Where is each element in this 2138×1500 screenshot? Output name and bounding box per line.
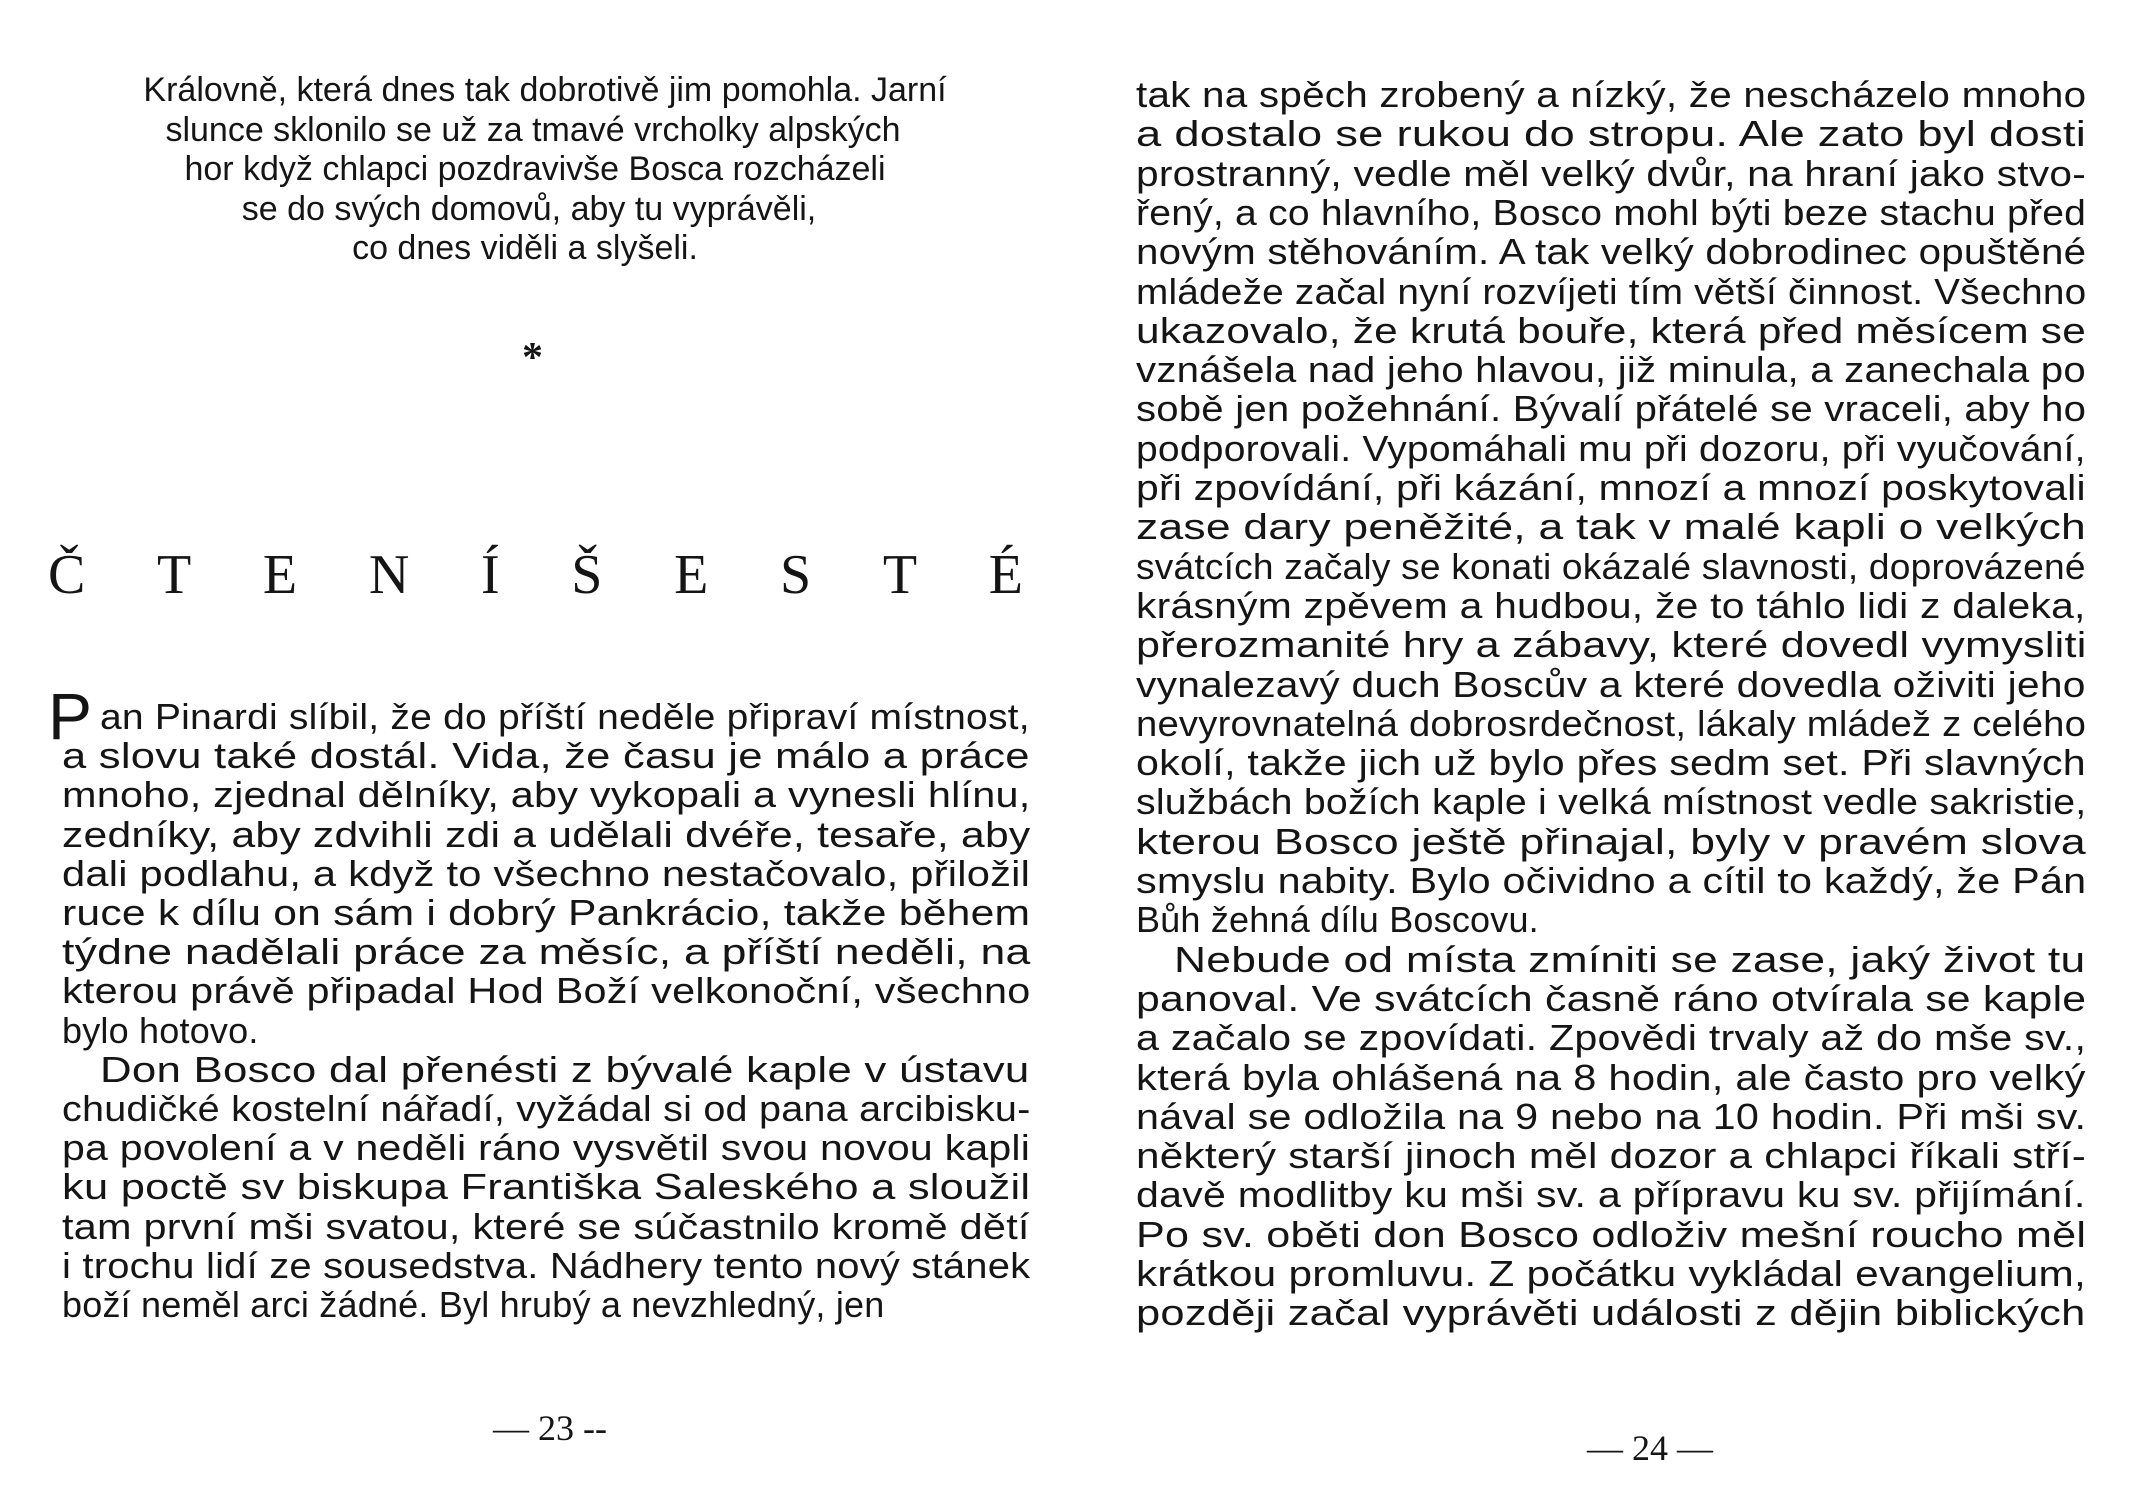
text-line: Bůh žehná dílu Boscovu. [1136, 899, 1539, 941]
heading-letter: E [674, 544, 709, 606]
drop-cap: P [48, 679, 93, 753]
text-line: řený, a co hlavního, Bosco mohl býti beze stachu před [1136, 191, 2087, 233]
heading-letter: Č [48, 544, 86, 606]
text-line: prostranný, vedle měl velký dvůr, na hraní jako stvo- [1136, 152, 2086, 194]
heading-letter: T [882, 544, 918, 606]
text-line: kterou právě připadal Hod Boží velkonoční, všechno [62, 970, 1031, 1012]
text-line: smyslu nabity. Bylo očividno a cítil to každý, že Pán [1136, 860, 2087, 901]
page-number: — 24 — [1587, 1428, 1713, 1468]
text-line: zedníky, aby zdvihli zdi a udělali dvéře, tesaře, aby [62, 813, 1031, 855]
text-line: mnoho, zjednal dělníky, aby vykopali a vynesli hlínu, [62, 774, 1031, 816]
intro-line: slunce sklonilo se už za tmavé vrcholky alpských [165, 110, 901, 149]
text-line: kterou Bosco ještě přinajal, byly v pravém slova [1136, 820, 2086, 862]
text-line: i trochu lidí ze sousedstva. Nádhery tento nový stánek [62, 1244, 1031, 1286]
text-line: zase dary peněžité, a tak v malé kapli o velkých [1136, 506, 2086, 548]
section-separator: * [522, 335, 543, 381]
text-line: přerozmanité hry a zábavy, které dovedl vymysliti [1136, 624, 2087, 666]
text-line: novým stěhováním. A tak velký dobrodinec opuštěné [1136, 231, 2087, 273]
text-line: vznášela nad jeho hlavou, již minula, a zanechala po [1136, 349, 2086, 391]
text-line: týdne nadělali práce za měsíc, a příští neděli, na [62, 931, 1031, 973]
text-line: panoval. Ve svátcích časně ráno otvírala se kaple [1136, 977, 2087, 1019]
text-line: některý starší jinoch měl dozor a chlapci říkali stří- [1136, 1135, 2087, 1177]
text-line: mládeže začal nyní rozvíjeti tím větší činnost. Všechno [1136, 270, 2087, 312]
heading-letter: S [779, 544, 812, 606]
text-line: tak na spěch zrobený a nízký, že nescházelo mnoho [1136, 74, 2087, 115]
text-line: vynalezavý duch Boscův a které dovedla oživiti jeho [1136, 663, 2086, 705]
heading-letter: É [988, 544, 1023, 606]
heading-letter: Í [480, 544, 500, 606]
text-line: krásným zpěvem a hudbou, že to táhlo lidi z daleka, [1136, 584, 2086, 626]
text-line: službách božích kaple i velká místnost vedle sakristie, [1136, 781, 2087, 823]
text-line: okolí, takže jich už bylo přes sedm set. Při slavných [1136, 742, 2086, 784]
intro-line: se do svých domovů, aby tu vyprávěli, [241, 189, 817, 228]
heading-letter: N [368, 544, 410, 606]
chapter-heading [48, 545, 1023, 605]
text-line: bylo hotovo. [62, 1009, 259, 1051]
text-line: davě modlitby ku mši sv. a přípravu ku sv. přijímání. [1136, 1174, 2086, 1216]
text-line: která byla ohlášená na 8 hodin, ale často pro velký [1136, 1056, 2086, 1098]
text-line: tam první mši svatou, které se súčastnilo kromě dětí [62, 1205, 1030, 1247]
text-line: Nebude od místa zmíniti se zase, jaký život tu [1174, 938, 2086, 980]
text-line: sobě jen požehnání. Bývalí přátelé se vraceli, aby ho [1136, 388, 2087, 430]
text-line: boží neměl arci žádné. Byl hrubý a nevzhledný, jen [62, 1284, 885, 1325]
text-line: krátkou promluvu. Z počátku vykládal evangelium, [1136, 1253, 2086, 1294]
heading-letter: T [157, 544, 192, 606]
text-line: při zpovídání, při kázání, mnozí a mnozí poskytovali [1136, 467, 2086, 508]
page-number: — 23 -- [493, 1408, 607, 1448]
right-page [1069, 0, 2138, 1500]
text-line: později začal vyprávěti události z dějin biblických [1136, 1292, 2086, 1334]
text-line: Po sv. oběti don Bosco odloživ mešní roucho měl [1136, 1213, 2087, 1255]
text-line: ukazovalo, že krutá bouře, která před měsícem se [1136, 309, 2086, 351]
intro-line: co dnes viděli a slyšeli. [352, 229, 698, 267]
intro-line: hor když chlapci pozdravivše Bosca rozcházeli [184, 150, 886, 188]
text-line: nával se odložila na 9 nebo na 10 hodin. Při mši sv. [1136, 1095, 2087, 1137]
text-line: a dostalo se rukou do stropu. Ale zato byl dosti [1136, 113, 2087, 155]
text-line: Don Bosco dal přenésti z bývalé kaple v ústavu [100, 1048, 1030, 1090]
text-line: ruce k dílu on sám i dobrý Pankrácio, takže během [62, 892, 1031, 933]
heading-letter: E [262, 544, 298, 606]
text-line: a slovu také dostál. Vida, že času je málo a práce [62, 735, 1030, 777]
heading-letter: Š [571, 544, 603, 606]
text-line: an Pinardi slíbil, že do příští neděle připraví místnost, [100, 696, 1030, 737]
text-line: a začalo se zpovídati. Zpovědi trvaly až do mše sv., [1136, 1017, 2087, 1059]
intro-line: Královně, která dnes tak dobrotivě jim pomohla. Jarní [143, 71, 947, 109]
text-line: chudičké kostelní nářadí, vyžádal si od pana arcibisku- [62, 1088, 1031, 1129]
text-line: svátcích začaly se konati okázalé slavnosti, doprovázené [1136, 545, 2086, 587]
text-line: dali podlahu, a když to všechno nestačovalo, přiložil [62, 852, 1031, 894]
text-line: podporovali. Vypomáhali mu při dozoru, při vyučování, [1136, 427, 2086, 469]
text-line: nevyrovnatelná dobrosrdečnost, lákaly mládež z celého [1136, 702, 2087, 744]
text-line: ku poctě sv biskupa Františka Saleského a sloužil [62, 1166, 1031, 1208]
text-line: pa povolení a v neděli ráno vysvětil svou novou kapli [62, 1127, 1031, 1169]
